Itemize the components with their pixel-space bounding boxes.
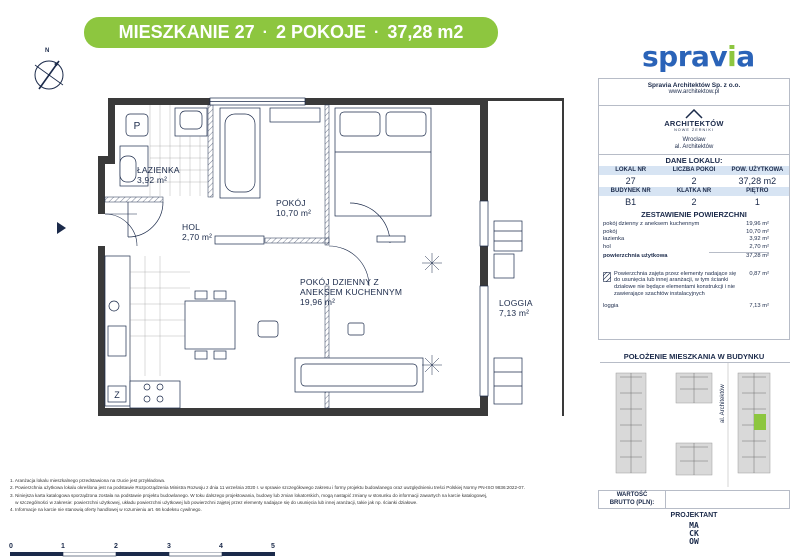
scale-tick-label: 5	[271, 543, 275, 550]
svg-text:Z: Z	[114, 390, 120, 400]
site-street-label: al. Architektów	[720, 384, 726, 423]
loggia-label: loggia	[603, 302, 619, 309]
room-living	[300, 277, 402, 307]
info-panel	[598, 78, 790, 340]
note-value: 0,87 m²	[749, 270, 769, 277]
project-subtitle: NOWE ŻERNIKI	[674, 128, 714, 132]
price-box	[598, 490, 790, 509]
company-name: Spravia Architektów Sp. z o.o.	[647, 82, 741, 89]
apartment-banner	[84, 17, 498, 48]
summary-row	[599, 221, 789, 229]
location-heading: POŁOŻENIE MIESZKANIA W BUDYNKU	[623, 352, 765, 361]
unit-data-heading: DANE LOKALU:	[665, 156, 723, 165]
value-staircase: 2	[691, 197, 697, 207]
summary-row-value: 10,70 m²	[746, 228, 769, 235]
loggia-value: 7,13 m²	[749, 302, 769, 309]
summary-row	[599, 244, 789, 252]
room-count: 2 POKOJE	[275, 22, 366, 42]
footnote: 4. Informacje na karcie nie stanowią oferty handlowej w rozumieniu art. 66 kodeksu cywilnego.	[10, 507, 202, 513]
summary-row-label: hol	[603, 243, 611, 250]
summary-row	[599, 229, 789, 237]
price-label-line1: WARTOŚĆ	[616, 492, 648, 498]
room-bedroom-area: 10,70 m²	[276, 208, 312, 218]
header-building: BUDYNEK NR	[610, 188, 651, 194]
banner-separator: ·	[374, 23, 380, 41]
summary-row-label: łazienka	[603, 236, 625, 242]
summary-row-value: 19,96 m²	[746, 221, 769, 227]
summary-row-label: pokój dzienny z aneksem kuchennym	[603, 221, 700, 227]
banner-separator: ·	[262, 23, 268, 41]
price-value	[665, 491, 789, 508]
summary-row	[599, 236, 789, 244]
site-plan	[600, 362, 790, 487]
designer-label: PROJEKTANT	[670, 512, 718, 519]
designer-logo: MA CK OW	[689, 521, 699, 546]
room-hall-area: 2,70 m²	[182, 232, 213, 242]
apartment-area: 37,28 m2	[387, 22, 464, 42]
value-unit-number: 27	[625, 176, 636, 186]
project-title: ARCHITEKTÓW	[664, 119, 724, 128]
header-staircase: KLATKA NR	[676, 188, 712, 194]
footnote: 2. Powierzchnia użytkowa lokalu określona jest na podstawie Rozporządzenia Ministra Rozwoju z dnia 11 września 2020 r. w sprawie szczegółowego zakresu i formy projektu budowlanego oraz uwzględnieniu treści Polskiej Normy PN-ISO 9836:2022-07.	[10, 485, 525, 491]
room-loggia-area: 7,13 m²	[499, 308, 530, 318]
room-hall-name: HOL	[182, 222, 201, 232]
header-unit-number: LOKAL NR	[615, 167, 647, 173]
loggia-row	[599, 303, 789, 311]
summary-row-value: 2,70 m²	[749, 243, 769, 250]
note-row	[599, 261, 789, 298]
logo-text: sprav	[642, 40, 728, 73]
room-living-name-1: POKÓJ DZIENNY Z	[300, 277, 379, 287]
entrance-arrow-icon	[57, 222, 67, 234]
room-bedroom-name: POKÓJ	[276, 198, 306, 208]
scale-bar	[0, 540, 300, 559]
value-building: B1	[625, 197, 637, 207]
scale-tick-label: 3	[167, 543, 171, 550]
project-city: Wrocław	[682, 137, 706, 143]
unit-value-row	[599, 175, 789, 187]
summary-total-row	[599, 253, 789, 261]
summary-heading: ZESTAWIENIE POWIERZCHNI	[641, 210, 747, 219]
apartment-number: MIESZKANIE 27	[118, 22, 255, 42]
room-loggia-name: LOGGIA	[499, 298, 533, 308]
summary-row-label: pokój	[603, 228, 617, 235]
note-text: Powierzchnia zajęta przez elementy nadające się do usunięcia lub innej aranżacji, w tym ścianki działowe nie będące elementami konstrukcji i nie zawierające szachtów instalacyjnych	[614, 270, 737, 297]
summary-total-label: powierzchnia użytkowa	[603, 253, 668, 259]
room-living-area: 19,96 m²	[300, 297, 336, 307]
logo-accent: i	[727, 40, 737, 73]
building-icon	[685, 109, 703, 119]
room-bedroom	[276, 198, 311, 218]
room-hall	[182, 222, 212, 242]
project-address	[599, 137, 789, 154]
summary-total-value: 37,28 m²	[746, 253, 769, 259]
header-room-count: LICZBA POKOI	[672, 167, 716, 173]
site-plan-drawing	[600, 363, 790, 487]
scale-tick-label: 0	[9, 543, 13, 550]
company-url: www.architektow.pl	[668, 89, 720, 95]
scale-tick-label: 1	[61, 543, 65, 550]
unit-value-row-2	[599, 196, 789, 208]
company-block	[599, 79, 789, 105]
unit-header-row	[599, 166, 789, 175]
compass-icon	[29, 55, 69, 95]
price-label	[599, 491, 665, 508]
unit-header-row-2	[599, 187, 789, 196]
footnote: 3. Niniejsza karta katalogowa sporządzona została na podstawie projektu budowlanego. W toku dalszego projektowania, budowy lub zmian lokatorskich, mogą nastąpić zmiany w stosunku do informacji zawartych na karcie katalogowej,	[10, 492, 488, 498]
footnotes	[10, 477, 596, 513]
footnote: w szczególności w zakresie: powierzchni użytkowej, układu powierzchni użytkowej lub powierzchni zajętej przez elementy nadające się do usunięcia lub innej aranżacji, takie jak np. ścianki działowe.	[10, 499, 418, 505]
scale-tick-label: 2	[114, 543, 118, 550]
scale-tick-label: 4	[219, 543, 223, 550]
room-living-name-2: ANEKSEM KUCHENNYM	[300, 287, 403, 297]
summary-table	[599, 221, 789, 251]
compass	[29, 48, 69, 95]
project-street: al. Architektów	[674, 144, 714, 150]
hatch-legend-icon	[603, 272, 611, 282]
room-bathroom-area: 3,92 m²	[137, 175, 168, 185]
header-floor: PIĘTRO	[746, 188, 769, 194]
room-bathroom	[137, 165, 180, 185]
floor-plan	[90, 96, 564, 416]
value-floor: 1	[754, 197, 760, 207]
price-label-line2: BRUTTO (PLN):	[609, 499, 655, 506]
room-bathroom-name: ŁAZIENKA	[137, 165, 180, 175]
room-loggia	[499, 298, 533, 318]
svg-text:P: P	[133, 121, 141, 132]
value-usable-area: 37,28 m2	[738, 176, 777, 186]
summary-row-value: 3,92 m²	[749, 236, 769, 242]
scale-bar-graphic	[10, 552, 276, 557]
project-logo	[599, 106, 789, 137]
compass-north-label: N	[45, 48, 50, 54]
header-usable-area: POW. UŻYTKOWA	[731, 167, 784, 173]
logo-text-end: a	[736, 40, 755, 73]
value-room-count: 2	[691, 176, 697, 186]
footnote: 1. Aranżacja lokalu mieszkalnego przedstawiona na rzucie jest przykładowa.	[10, 478, 166, 483]
spravia-logo	[642, 40, 755, 73]
